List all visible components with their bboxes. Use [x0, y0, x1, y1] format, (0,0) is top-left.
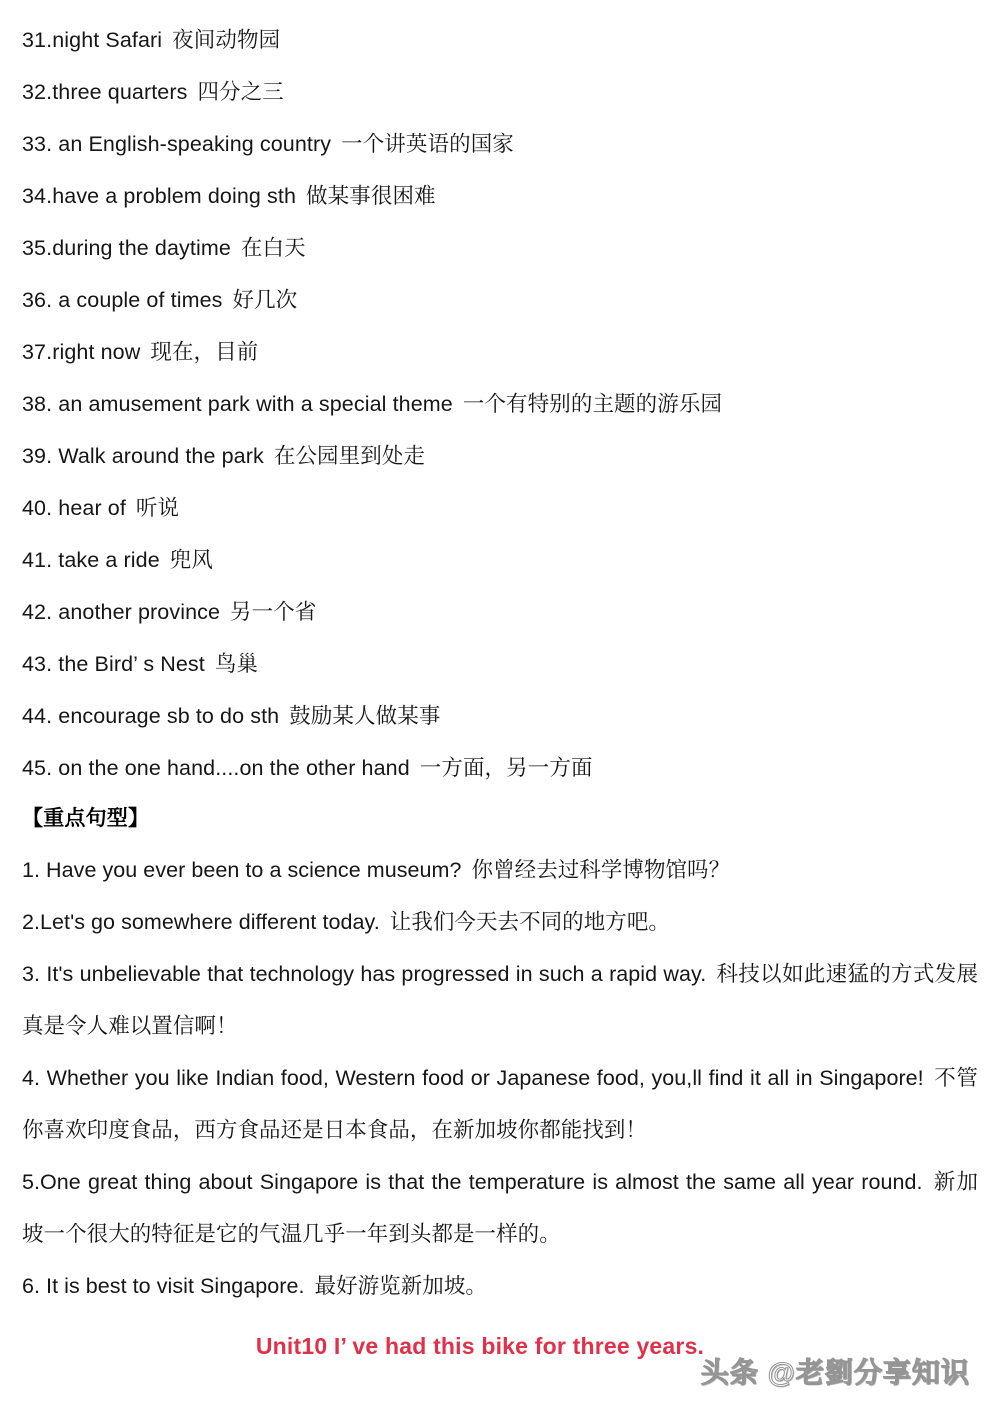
- vocabulary-number: 34.: [22, 184, 53, 208]
- sentence-number: 6.: [22, 1274, 41, 1298]
- vocabulary-chinese: 好几次: [232, 288, 298, 312]
- vocabulary-line: [22, 742, 978, 794]
- vocabulary-chinese: 一方面，另一方面: [419, 756, 593, 780]
- vocabulary-chinese: 四分之三: [197, 80, 284, 104]
- vocabulary-line: [22, 638, 978, 690]
- sentence-number: 1.: [22, 858, 41, 882]
- key-sentence: [22, 1156, 978, 1260]
- sentence-english: Have you ever been to a science museum?: [40, 858, 462, 882]
- vocabulary-number: 35.: [22, 236, 53, 260]
- vocabulary-chinese: 现在，目前: [150, 340, 259, 364]
- vocabulary-number: 31.: [22, 28, 53, 52]
- vocabulary-number: 40.: [22, 496, 53, 520]
- vocabulary-number: 33.: [22, 132, 53, 156]
- sentence-number: 4.: [22, 1066, 41, 1090]
- key-sentence: [22, 896, 978, 948]
- sentence-chinese: 新加坡一个很大的特征是它的气温几乎一年到头都是一样的。: [22, 1170, 979, 1246]
- sentence-chinese: 最好游览新加坡。: [314, 1274, 487, 1298]
- vocabulary-line: [22, 222, 978, 274]
- vocabulary-line: [22, 482, 978, 534]
- vocabulary-english: an amusement park with a special theme: [52, 392, 453, 416]
- sentence-english: Whether you like Indian food, Western food or Japanese food, you,ll find it all in Singapore!: [40, 1066, 924, 1090]
- vocabulary-number: 42.: [22, 600, 53, 624]
- vocabulary-english: have a problem doing sth: [52, 184, 297, 208]
- vocabulary-list: [22, 14, 978, 794]
- vocabulary-english: during the daytime: [52, 236, 231, 260]
- vocabulary-line: [22, 274, 978, 326]
- sentence-number: 3.: [22, 962, 41, 986]
- vocabulary-number: 39.: [22, 444, 53, 468]
- sentence-list: [22, 844, 978, 1312]
- sentence-english: It is best to visit Singapore.: [40, 1274, 305, 1298]
- vocabulary-english: take a ride: [52, 548, 160, 572]
- key-sentence: [22, 844, 978, 896]
- watermark: 头条 @老劉分享知识: [700, 1357, 970, 1388]
- vocabulary-english: Walk around the park: [52, 444, 264, 468]
- key-sentence: [22, 948, 978, 1052]
- vocabulary-number: 37.: [22, 340, 53, 364]
- vocabulary-chinese: 另一个省: [230, 600, 317, 624]
- sentence-chinese: 你曾经去过科学博物馆吗？: [471, 858, 731, 882]
- vocabulary-chinese: 鼓励某人做某事: [289, 704, 441, 728]
- vocabulary-line: [22, 586, 978, 638]
- vocabulary-chinese: 兜风: [169, 548, 213, 572]
- vocabulary-english: on the one hand....on the other hand: [52, 756, 410, 780]
- vocabulary-english: right now: [52, 340, 141, 364]
- vocabulary-chinese: 鸟巢: [214, 652, 259, 676]
- sentence-english: One great thing about Singapore is that the temperature is almost the same all year round.: [40, 1170, 923, 1194]
- sentence-english: Let's go somewhere different today.: [40, 910, 380, 934]
- sentence-number: 5.: [22, 1170, 41, 1194]
- sentence-chinese: 科技以如此速猛的方式发展真是令人难以置信啊！: [22, 962, 979, 1038]
- key-sentence: [22, 1052, 978, 1156]
- unit-title: Unit10 I’ ve had this bike for three years.: [255, 1333, 705, 1359]
- section-heading-key-sentences: 【重点句型】: [22, 807, 150, 830]
- sentence-english: It's unbelievable that technology has progressed in such a rapid way.: [40, 962, 707, 986]
- sentence-chinese: 不管你喜欢印度食品，西方食品还是日本食品，在新加坡你都能找到！: [22, 1066, 978, 1142]
- vocabulary-english: an English-speaking country: [52, 132, 332, 156]
- sentence-chinese: 让我们今天去不同的地方吧。: [389, 910, 670, 934]
- vocabulary-line: [22, 66, 978, 118]
- key-sentence: [22, 1260, 978, 1312]
- vocabulary-number: 41.: [22, 548, 53, 572]
- sentence-number: 2.: [22, 910, 41, 934]
- vocabulary-english: encourage sb to do sth: [52, 704, 280, 728]
- vocabulary-number: 32.: [22, 80, 53, 104]
- vocabulary-number: 36.: [22, 288, 53, 312]
- vocabulary-line: [22, 170, 978, 222]
- vocabulary-english: hear of: [52, 496, 126, 520]
- vocabulary-line: [22, 534, 978, 586]
- vocabulary-number: 43.: [22, 652, 53, 676]
- vocabulary-number: 44.: [22, 704, 53, 728]
- vocabulary-chinese: 一个有特别的主题的游乐园: [462, 392, 723, 416]
- vocabulary-chinese: 听说: [135, 496, 180, 520]
- vocabulary-chinese: 一个讲英语的国家: [341, 132, 514, 156]
- vocabulary-english: the Bird’ s Nest: [52, 652, 205, 676]
- vocabulary-chinese: 在白天: [240, 236, 306, 260]
- vocabulary-chinese: 做某事很困难: [306, 184, 436, 208]
- vocabulary-english: night Safari: [52, 28, 163, 52]
- vocabulary-english: another province: [52, 600, 221, 624]
- vocabulary-line: [22, 430, 978, 482]
- vocabulary-number: 38.: [22, 392, 53, 416]
- vocabulary-chinese: 在公园里到处走: [273, 444, 426, 468]
- vocabulary-line: [22, 378, 978, 430]
- vocabulary-line: [22, 14, 978, 66]
- vocabulary-line: [22, 118, 978, 170]
- vocabulary-line: [22, 326, 978, 378]
- vocabulary-english: a couple of times: [52, 288, 223, 312]
- vocabulary-number: 45.: [22, 756, 53, 780]
- vocabulary-chinese: 夜间动物园: [172, 28, 281, 52]
- vocabulary-line: [22, 690, 978, 742]
- vocabulary-english: three quarters: [52, 80, 188, 104]
